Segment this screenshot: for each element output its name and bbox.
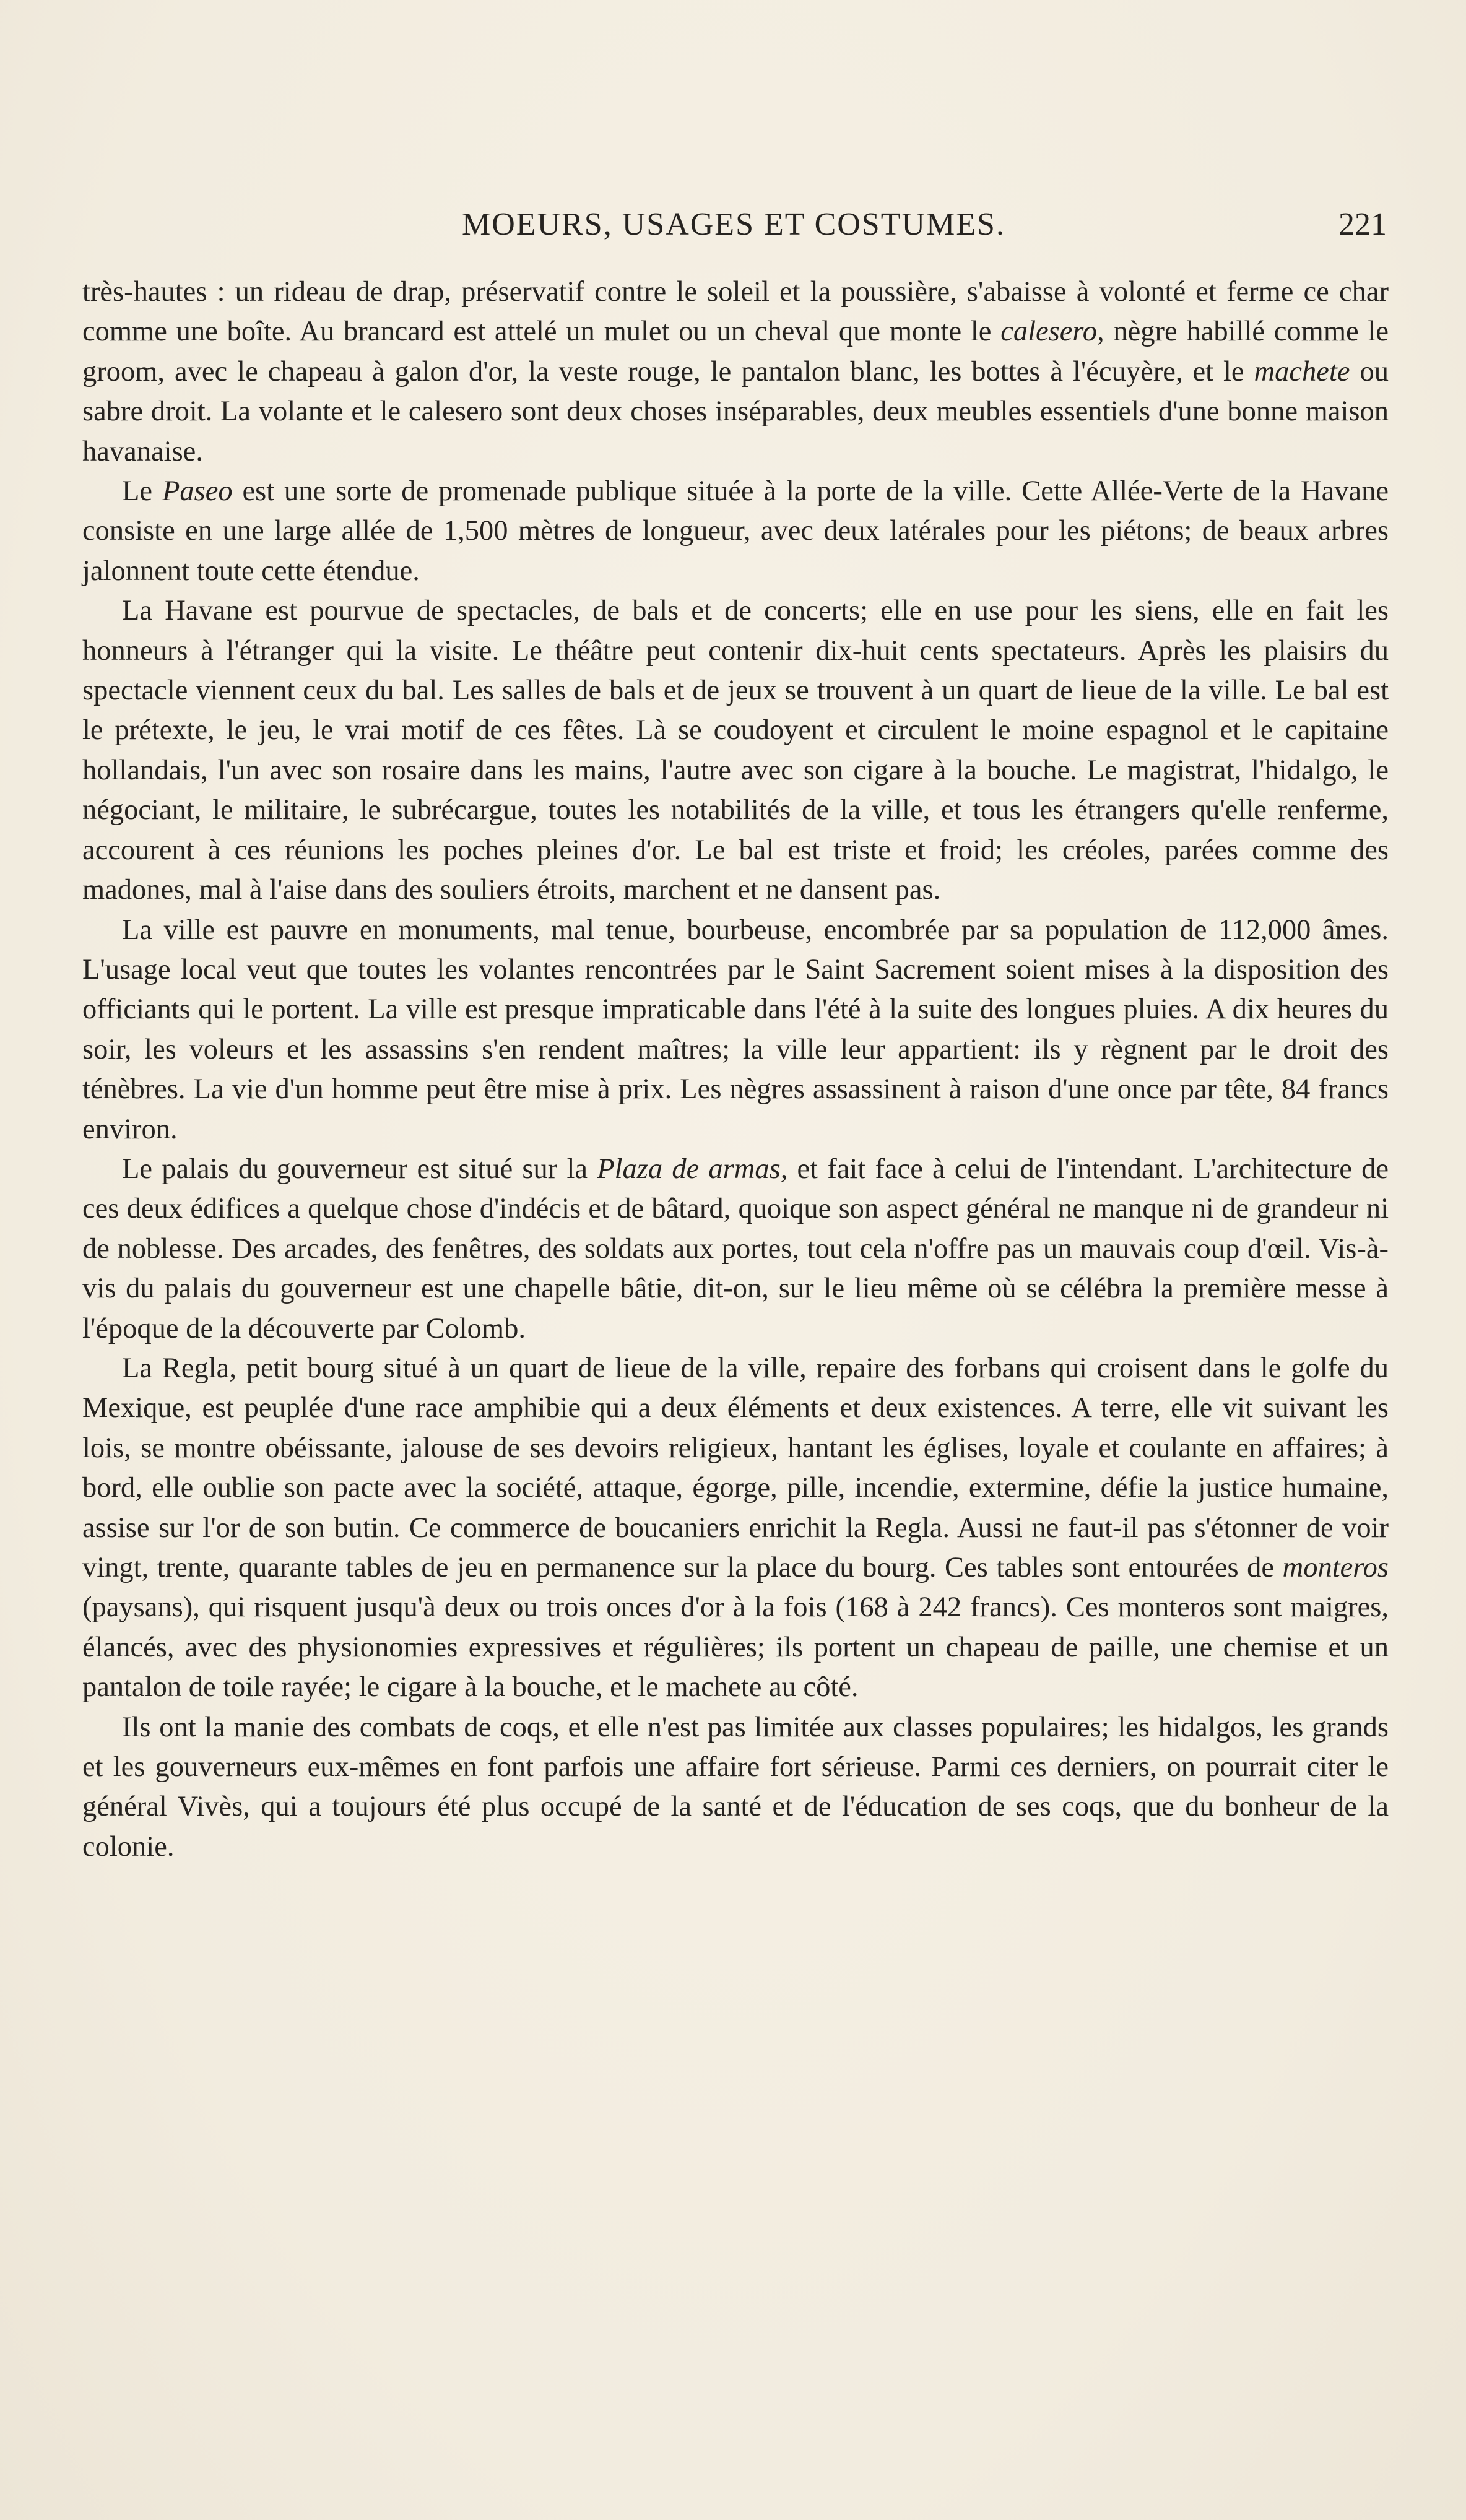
- italic-term: Paseo: [162, 475, 233, 508]
- italic-term: calesero,: [1000, 316, 1104, 348]
- page-number: 221: [1338, 207, 1387, 242]
- text-run: La Havane est pourvue de spectacles, de bals et de concerts; elle en use pour les siens, elle en fait les honneurs à l'étranger qui la visite. Le théâtre peut contenir dix-huit cents spectateurs. Après les plaisirs du spectacle viennent ceux du bal. Les salles de bals et de jeux se trouvent à un quart de lieue de la ville. Le bal est le prétexte, le jeu, le vrai motif de ces fêtes. Là se coudoyent et circulent le moine espagnol et le capitaine hollandais, l'un avec son rosaire dans les mains, l'autre avec son cigare à la bouche. Le magistrat, l'hidalgo, le négociant, le militaire, le subrécargue, toutes les notabilités de la ville, et tous les étrangers qu'elle renferme, accourent à ces réunions les poches pleines d'or. Le bal est triste et froid; les créoles, parées comme des madones, mal à l'aise dans des souliers étroits, marchent et ne dansent pas.: [82, 595, 1389, 906]
- italic-term: monteros: [1282, 1552, 1389, 1583]
- paragraph: [82, 272, 1389, 472]
- text-run: (paysans), qui risquent jusqu'à deux ou trois onces d'or à la fois (168 à 242 francs). Ces monteros sont maigres, élancés, avec des physionomies expressives et régulières; ils portent un chapeau de paille, une chemise et un pantalon de toile rayée; le cigare à la bouche, et le machete au côté.: [82, 1591, 1389, 1704]
- paragraph: [82, 472, 1389, 591]
- italic-term: Plaza de armas,: [597, 1153, 788, 1185]
- text-run: Le: [122, 475, 162, 508]
- text-run: La ville est pauvre en monuments, mal tenue, bourbeuse, encombrée par sa population de 112,000 âmes. L'usage local veut que toutes les volantes rencontrées par le Saint Sacrement soient mises à la disposition des officiants qui le portent. La ville est presque impraticable dans l'été à la suite des longues pluies. A dix heures du soir, les voleurs et les assassins s'en rendent maîtres; la ville leur appartient: ils y règnent par le droit des ténèbres. La vie d'un homme peut être mise à prix. Les nègres assassinent à raison d'une once par tête, 84 francs environ.: [82, 914, 1389, 1145]
- paragraph: [82, 1349, 1389, 1708]
- text-run: Ils ont la manie des combats de coqs, et elle n'est pas limitée aux classes populaires; les hidalgos, les grands et les gouverneurs eux-mêmes en font parfois une affaire fort sérieuse. Parmi ces derniers, on pourrait citer le général Vivès, qui a toujours été plus occupé de la santé et de l'éducation de ses coqs, que du bonheur de la colonie.: [82, 1711, 1389, 1863]
- italic-term: machete: [1254, 355, 1350, 388]
- running-head: [80, 203, 1387, 246]
- text-run: et fait face à celui de l'intendant. L'architecture de ces deux édifices a quelque chose d'indécis et de bâtard, quoique son aspect général ne manque ni de grandeur ni de noblesse. Des arcades, des fenêtres, des soldats aux portes, tout cela n'offre pas un mauvais coup d'œil. Vis-à-vis du palais du gouverneur est une chapelle bâtie, dit-on, sur le lieu même où se célébra la première messe à l'époque de la découverte par Colomb.: [82, 1153, 1389, 1344]
- paragraph: [82, 1150, 1389, 1349]
- text-run: ou sabre droit. La volante et le calesero sont deux choses inséparables, deux meubles essentiels d'une bonne maison havanaise.: [82, 355, 1389, 467]
- paragraph: [82, 911, 1389, 1150]
- running-title: MOEURS, USAGES ET COSTUMES.: [462, 207, 1005, 242]
- text-run: Le palais du gouverneur est situé sur la: [122, 1153, 597, 1185]
- paragraph: [82, 1708, 1389, 1868]
- text-run: très-hautes : un rideau de drap, préservatif contre le soleil et la poussière, s'abaisse à volonté et ferme ce char comme une boîte. Au brancard est attelé un mulet ou un cheval que monte le: [82, 276, 1389, 348]
- text-run: est une sorte de promenade publique située à la porte de la ville. Cette Allée-Verte de la Havane consiste en une large allée de 1,500 mètres de longueur, avec deux latérales pour les piétons; de beaux arbres jalonnent toute cette étendue.: [82, 475, 1389, 587]
- text-run: nègre habillé comme le groom, avec le chapeau à galon d'or, la veste rouge, le pantalon blanc, les bottes à l'écuyère, et le: [82, 316, 1389, 388]
- paragraph: [82, 591, 1389, 910]
- text-run: La Regla, petit bourg situé à un quart de lieue de la ville, repaire des forbans qui croisent dans le golfe du Mexique, est peuplée d'une race amphibie qui a deux éléments et deux existences. A terre, elle vit suivant les lois, se montre obéissante, jalouse de ses devoirs religieux, hantant les églises, loyale et coulante en affaires; à bord, elle oublie son pacte avec la société, attaque, égorge, pille, incendie, extermine, défie la justice humaine, assise sur l'or de son butin. Ce commerce de boucaniers enrichit la Regla. Aussi ne faut-il pas s'étonner de voir vingt, trente, quarante tables de jeu en permanence sur la place du bourg. Ces tables sont entourées de: [82, 1352, 1389, 1583]
- text-body: [82, 272, 1389, 1867]
